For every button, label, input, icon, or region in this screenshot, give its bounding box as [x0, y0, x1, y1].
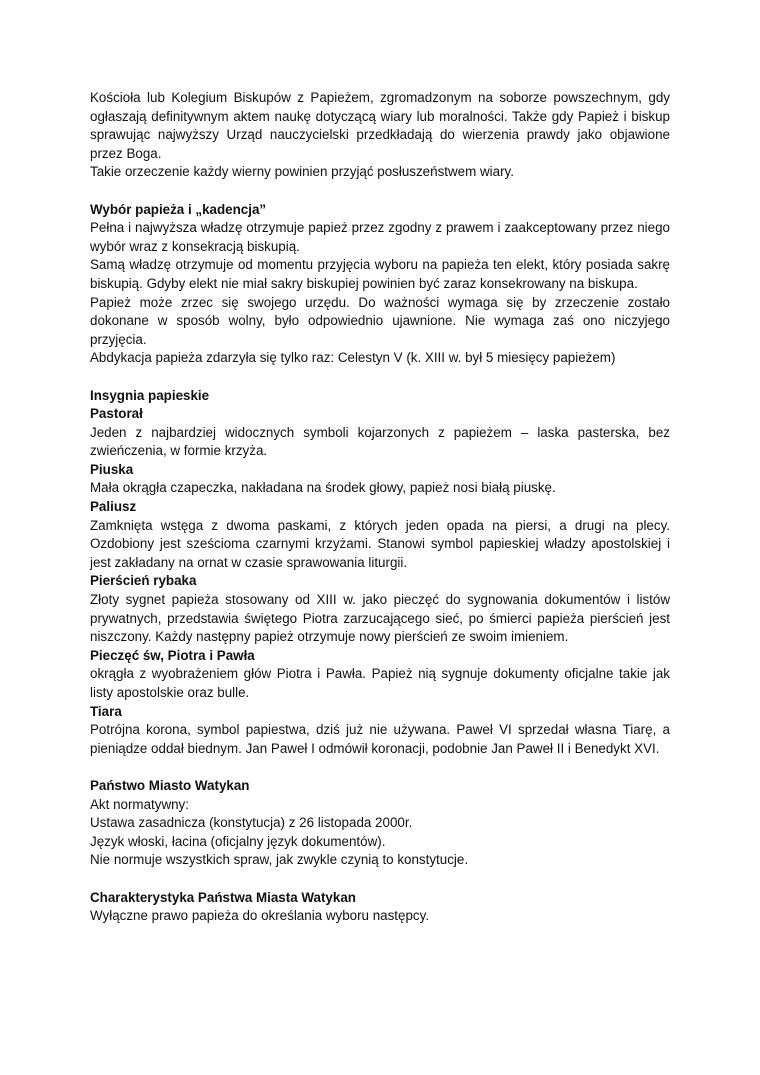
insygnia-item-text: Mała okrągła czapeczka, nakładana na środek głowy, papież nosi białą piuskę.	[90, 480, 556, 496]
charakterystyka-line: Wyłączne prawo papieża do określania wyboru następcy.	[90, 908, 430, 924]
section-gap	[90, 758, 670, 777]
insygnia-item-text: Potrójna korona, symbol papiestwa, dziś już nie używana. Paweł VI sprzedał własna Tiarę, a pieniądze oddał biednym. Jan Paweł I odmówił koronacji, podobnie Jan Paweł II i Benedykt XVI.	[90, 722, 670, 756]
wybor-paragraph: Pełna i najwyższa władzę otrzymuje papież przez zgodny z prawem i zaakceptowany przez niego wybór wraz z konsekracją biskupią.	[90, 220, 670, 254]
panstwo-line: Nie normuje wszystkich spraw, jak zwykle czynią to konstytucje.	[90, 852, 469, 868]
wybor-paragraph: Samą władzę otrzymuje od momentu przyjęcia wyboru na papieża ten elekt, który posiada sakrę biskupią. Gdyby elekt nie miał sakry biskupiej powinien być zaraz konsekrowany na biskupa.	[90, 257, 670, 291]
insygnia-item-title: Tiara	[90, 703, 122, 719]
insygnia-item-text: Zamknięta wstęga z dwoma paskami, z których jeden opada na piersi, a drugi na plecy. Ozdobiony jest sześcioma czarnymi krzyżami. Stanowi symbol papieskiej władzy apostolskiej i jest zakładany na ornat w czasie sprawowania liturgii.	[90, 517, 670, 570]
section-gap	[90, 870, 670, 889]
panstwo-line: Język włoski, łacina (oficjalny język dokumentów).	[90, 833, 386, 849]
insygnia-item-title: Pieczęć św, Piotra i Pawła	[90, 647, 255, 663]
insygnia-item-text: okrągła z wyobrażeniem głów Piotra i Pawła. Papież nią sygnuje dokumenty oficjalne takie jak listy apostolskie oraz bulle.	[90, 666, 670, 700]
wybor-paragraph: Abdykacja papieża zdarzyła się tylko raz: Celestyn V (k. XIII w. był 5 miesięcy papieżem)	[90, 350, 616, 366]
panstwo-line: Ustawa zasadnicza (konstytucja) z 26 listopada 2000r.	[90, 815, 413, 831]
insygnia-item-title: Pierścień rybaka	[90, 573, 197, 589]
document-page	[90, 89, 670, 926]
section-heading-insygnia: Insygnia papieskie	[90, 387, 210, 403]
section-gap	[90, 368, 670, 387]
section-heading-charakterystyka: Charakterystyka Państwa Miasta Watykan	[90, 889, 356, 905]
wybor-paragraph: Papież może zrzec się swojego urzędu. Do ważności wymaga się by zrzeczenie zostało dokonane w sposób wolny, było odpowiednio ujawnione. Nie wymaga zaś ono niczyjego przyjęcia.	[90, 294, 670, 347]
section-heading-panstwo: Państwo Miasto Watykan	[90, 777, 250, 793]
insygnia-item-title: Piuska	[90, 461, 134, 477]
intro-paragraph: Kościoła lub Kolegium Biskupów z Papieżem, zgromadzonym na soborze powszechnym, gdy ogłaszają definitywnym aktem naukę dotyczącą wiary lub moralności. Także gdy Papież i biskup sprawując najwyższy Urząd nauczycielski przedkładają do wierzenia prawdy jako objawione przez Boga.	[90, 90, 670, 161]
insygnia-item-title: Paliusz	[90, 499, 137, 515]
insygnia-item-text: Złoty sygnet papieża stosowany od XIII w. jako pieczęć do sygnowania dokumentów i listów prywatnych, przedstawia świętego Piotra zarzucającego sieć, po śmierci papieża pierścień jest niszczony. Każdy następny papież otrzymuje nowy pierścień ze swoim imieniem.	[90, 592, 670, 645]
insygnia-item-text: Jeden z najbardziej widocznych symboli kojarzonych z papieżem – laska pasterska, bez zwieńczenia, w formie krzyża.	[90, 424, 670, 459]
intro-paragraph: Takie orzeczenie każdy wierny powinien przyjąć posłuszeństwem wiary.	[90, 164, 514, 180]
insygnia-item-title: Pastorał	[90, 406, 143, 422]
panstwo-line: Akt normatywny:	[90, 796, 189, 812]
section-gap	[90, 182, 670, 201]
section-heading-wybor: Wybór papieża i „kadencja”	[90, 201, 267, 217]
